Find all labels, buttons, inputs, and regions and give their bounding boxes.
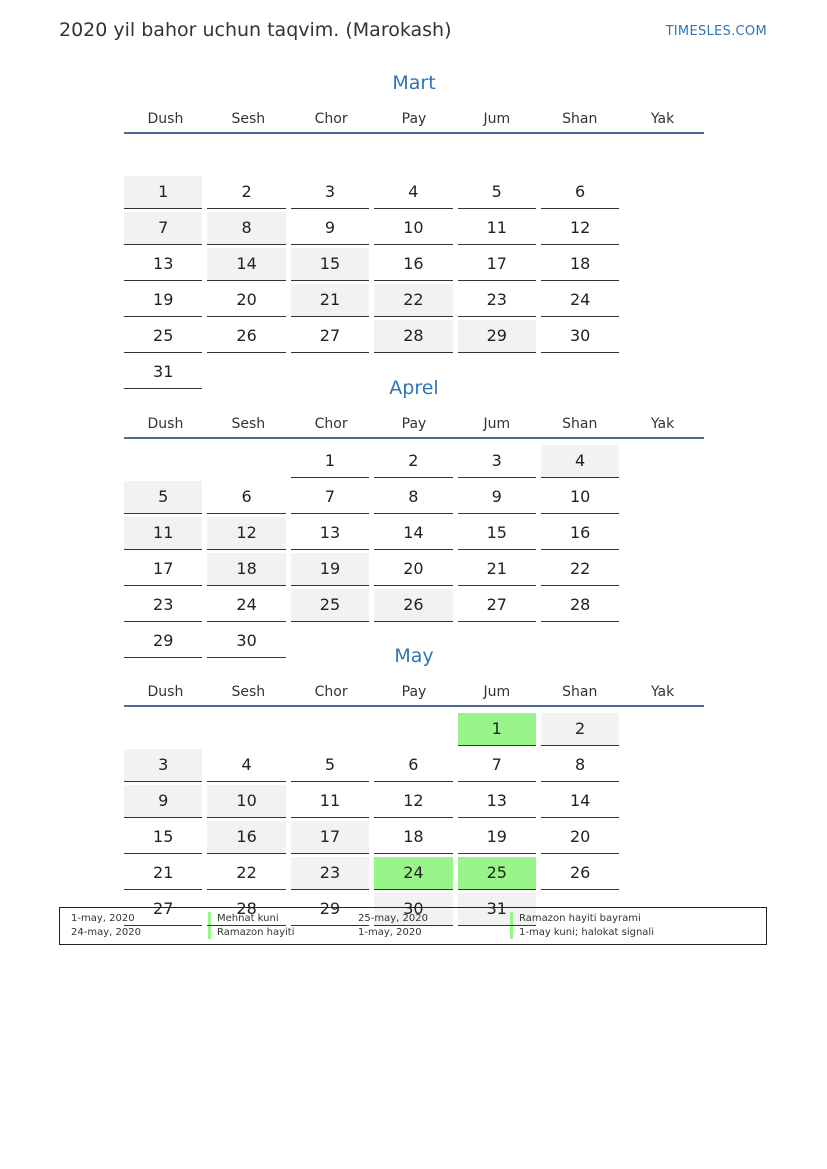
empty-cell [291,137,374,173]
day-cell[interactable] [458,818,541,854]
day-cell[interactable] [124,209,207,245]
day-number: 29 [458,320,536,353]
day-cell[interactable] [207,245,290,281]
day-number: 30 [374,893,452,926]
legend-item [347,912,747,925]
legend-date: 1-may, 2020 [358,927,422,938]
day-cell[interactable] [374,209,457,245]
day-number: 21 [291,284,369,317]
empty-cell [207,710,290,746]
day-number: 5 [124,481,202,514]
weekday-label: Yak [650,111,675,127]
day-number: 6 [207,481,285,514]
day-cell[interactable] [374,173,457,209]
legend-date: 25-may, 2020 [358,913,428,924]
day-number: 27 [124,893,202,926]
day-cell[interactable] [207,478,290,514]
day-cell[interactable] [541,442,624,478]
day-cell[interactable] [458,746,541,782]
day-number: 16 [374,248,452,281]
empty-cell [207,442,290,478]
day-cell[interactable] [124,550,207,586]
day-cell[interactable] [291,281,374,317]
day-number: 14 [207,248,285,281]
day-number: 19 [124,284,202,317]
day-number: 18 [541,248,619,281]
weekday-label: Dush [147,684,184,700]
legend-holiday-name: Mehnat kuni [208,912,279,925]
day-number: 8 [374,481,452,514]
day-cell[interactable] [458,281,541,317]
day-cell[interactable] [458,442,541,478]
day-cell[interactable] [124,245,207,281]
empty-cell [458,137,541,173]
day-number: 17 [291,821,369,854]
day-cell[interactable] [458,710,541,746]
day-number: 1 [124,176,202,209]
day-cell[interactable] [541,281,624,317]
day-cell[interactable] [374,586,457,622]
day-cell[interactable] [374,746,457,782]
month-block [124,643,704,926]
day-cell[interactable] [291,514,374,550]
day-number: 14 [374,517,452,550]
day-number: 21 [124,857,202,890]
day-number: 11 [124,517,202,550]
day-number: 18 [374,821,452,854]
day-cell[interactable] [541,514,624,550]
day-number: 4 [374,176,452,209]
day-number: 27 [291,320,369,353]
legend-box [59,907,767,945]
day-cell[interactable] [374,818,457,854]
empty-cell [207,137,290,173]
weekday-label: Yak [650,416,675,432]
day-cell[interactable] [458,550,541,586]
day-cell[interactable] [124,818,207,854]
day-number: 24 [207,589,285,622]
day-number: 22 [207,857,285,890]
day-cell[interactable] [291,586,374,622]
day-number: 6 [374,749,452,782]
day-number: 2 [541,713,619,746]
day-number: 13 [291,517,369,550]
day-cell[interactable] [291,478,374,514]
day-cell[interactable] [207,550,290,586]
empty-cell [124,442,207,478]
day-number: 18 [207,553,285,586]
day-number: 29 [291,893,369,926]
weekday-label: Jum [483,684,511,700]
day-number: 23 [124,589,202,622]
weekday-label: Shan [562,416,598,432]
day-number: 26 [207,320,285,353]
day-cell[interactable] [541,586,624,622]
day-number: 31 [124,356,202,389]
day-number: 10 [541,481,619,514]
day-cell[interactable] [374,478,457,514]
day-number: 3 [291,176,369,209]
day-cell[interactable] [291,746,374,782]
day-number: 15 [458,517,536,550]
weekday-label: Chor [314,684,348,700]
day-cell[interactable] [207,586,290,622]
legend-holiday-name: Ramazon hayiti bayrami [510,912,641,925]
weekday-label: Jum [483,111,511,127]
day-cell[interactable] [207,782,290,818]
day-number: 11 [291,785,369,818]
legend-holiday-name: 1-may kuni; halokat signali [510,926,654,939]
page-title: 2020 yil bahor uchun taqvim. (Marokash) [59,19,452,41]
day-cell[interactable] [458,245,541,281]
day-cell[interactable] [541,209,624,245]
day-number: 3 [458,445,536,478]
day-cell[interactable] [124,854,207,890]
weekday-header [124,106,704,134]
day-number: 24 [374,857,452,890]
day-cell[interactable] [207,173,290,209]
legend-holiday-name: Ramazon hayiti [208,926,294,939]
day-number: 25 [291,589,369,622]
weekday-label: Sesh [231,111,266,127]
day-number: 9 [458,481,536,514]
day-number: 22 [374,284,452,317]
day-number: 9 [124,785,202,818]
day-cell[interactable] [541,245,624,281]
weekday-label: Pay [401,416,427,432]
weekday-label: Yak [650,684,675,700]
day-cell[interactable] [458,514,541,550]
day-cell[interactable] [374,514,457,550]
weekday-label: Dush [147,416,184,432]
day-number: 4 [541,445,619,478]
day-cell[interactable] [124,281,207,317]
day-cell[interactable] [207,209,290,245]
day-number: 11 [458,212,536,245]
weekday-label: Shan [562,111,598,127]
empty-cell [374,137,457,173]
day-number: 7 [124,212,202,245]
legend-item [347,926,747,939]
empty-cell [124,137,207,173]
day-cell[interactable] [124,173,207,209]
day-number: 22 [541,553,619,586]
day-cell[interactable] [207,281,290,317]
weekday-label: Chor [314,416,348,432]
day-number: 15 [124,821,202,854]
weekday-label: Pay [401,684,427,700]
day-number: 12 [541,212,619,245]
day-cell[interactable] [124,746,207,782]
day-cell[interactable] [541,550,624,586]
day-number: 13 [124,248,202,281]
day-number: 20 [541,821,619,854]
month-title: Aprel [389,377,439,399]
weekday-label: Pay [401,111,427,127]
day-cell[interactable] [374,854,457,890]
day-number: 23 [291,857,369,890]
day-number: 2 [374,445,452,478]
day-cell[interactable] [291,245,374,281]
day-cell[interactable] [374,317,457,353]
day-number: 26 [374,589,452,622]
day-number: 24 [541,284,619,317]
day-number: 16 [207,821,285,854]
day-cell[interactable] [458,317,541,353]
day-cell[interactable] [458,854,541,890]
day-number: 31 [458,893,536,926]
day-cell[interactable] [541,710,624,746]
empty-cell [291,710,374,746]
day-cell[interactable] [541,317,624,353]
day-cell[interactable] [458,782,541,818]
day-cell[interactable] [291,173,374,209]
day-cell[interactable] [207,317,290,353]
month-title: May [394,645,434,667]
weekday-label: Shan [562,684,598,700]
day-number: 14 [541,785,619,818]
day-number: 1 [291,445,369,478]
day-cell[interactable] [374,782,457,818]
day-cell[interactable] [541,746,624,782]
day-number: 23 [458,284,536,317]
day-number: 5 [291,749,369,782]
empty-cell [374,710,457,746]
day-number: 13 [458,785,536,818]
day-cell[interactable] [124,478,207,514]
day-number: 19 [458,821,536,854]
day-cell[interactable] [291,209,374,245]
brand-link[interactable]: TIMESLES.COM [665,24,767,39]
day-cell[interactable] [374,245,457,281]
day-cell[interactable] [291,317,374,353]
day-number: 30 [207,625,285,658]
day-cell[interactable] [207,746,290,782]
day-cell[interactable] [458,478,541,514]
day-cell[interactable] [374,281,457,317]
day-cell[interactable] [207,854,290,890]
day-cell[interactable] [291,854,374,890]
day-cell[interactable] [374,442,457,478]
day-number: 28 [207,893,285,926]
day-number: 10 [374,212,452,245]
day-cell[interactable] [207,514,290,550]
day-number: 25 [458,857,536,890]
empty-cell [541,137,624,173]
day-number: 5 [458,176,536,209]
day-number: 7 [458,749,536,782]
month-block [124,375,704,658]
day-cell[interactable] [207,818,290,854]
day-number: 20 [374,553,452,586]
day-cell[interactable] [541,818,624,854]
day-number: 29 [124,625,202,658]
day-grid [124,442,704,658]
legend-date: 1-may, 2020 [71,913,135,924]
day-number: 28 [541,589,619,622]
day-cell[interactable] [291,818,374,854]
day-number: 1 [458,713,536,746]
empty-cell [124,710,207,746]
day-cell[interactable] [124,586,207,622]
weekday-label: Jum [483,416,511,432]
day-number: 30 [541,320,619,353]
weekday-label: Dush [147,111,184,127]
day-number: 21 [458,553,536,586]
day-number: 10 [207,785,285,818]
legend-date: 24-may, 2020 [71,927,141,938]
day-grid [124,137,704,389]
weekday-header [124,411,704,439]
weekday-header [124,679,704,707]
day-cell[interactable] [458,586,541,622]
month-block [124,70,704,389]
day-number: 7 [291,481,369,514]
day-number: 19 [291,553,369,586]
day-number: 6 [541,176,619,209]
day-number: 17 [124,553,202,586]
month-title: Mart [392,72,436,94]
weekday-label: Sesh [231,684,266,700]
day-number: 2 [207,176,285,209]
weekday-label: Sesh [231,416,266,432]
day-grid [124,710,704,926]
day-cell[interactable] [291,550,374,586]
legend-item [60,912,360,925]
day-number: 17 [458,248,536,281]
day-cell[interactable] [291,782,374,818]
day-cell[interactable] [291,442,374,478]
day-number: 26 [541,857,619,890]
day-cell[interactable] [124,782,207,818]
day-cell[interactable] [374,550,457,586]
legend-item [60,926,360,939]
day-number: 15 [291,248,369,281]
day-cell[interactable] [541,478,624,514]
day-number: 9 [291,212,369,245]
day-cell[interactable] [541,173,624,209]
day-cell[interactable] [458,173,541,209]
day-number: 4 [207,749,285,782]
day-number: 28 [374,320,452,353]
day-number: 27 [458,589,536,622]
day-cell[interactable] [458,209,541,245]
day-number: 3 [124,749,202,782]
day-number: 25 [124,320,202,353]
day-cell[interactable] [124,514,207,550]
day-cell[interactable] [541,782,624,818]
day-number: 20 [207,284,285,317]
day-number: 16 [541,517,619,550]
day-number: 8 [207,212,285,245]
day-number: 8 [541,749,619,782]
weekday-label: Chor [314,111,348,127]
day-number: 12 [374,785,452,818]
day-cell[interactable] [541,854,624,890]
day-cell[interactable] [124,317,207,353]
day-number: 12 [207,517,285,550]
